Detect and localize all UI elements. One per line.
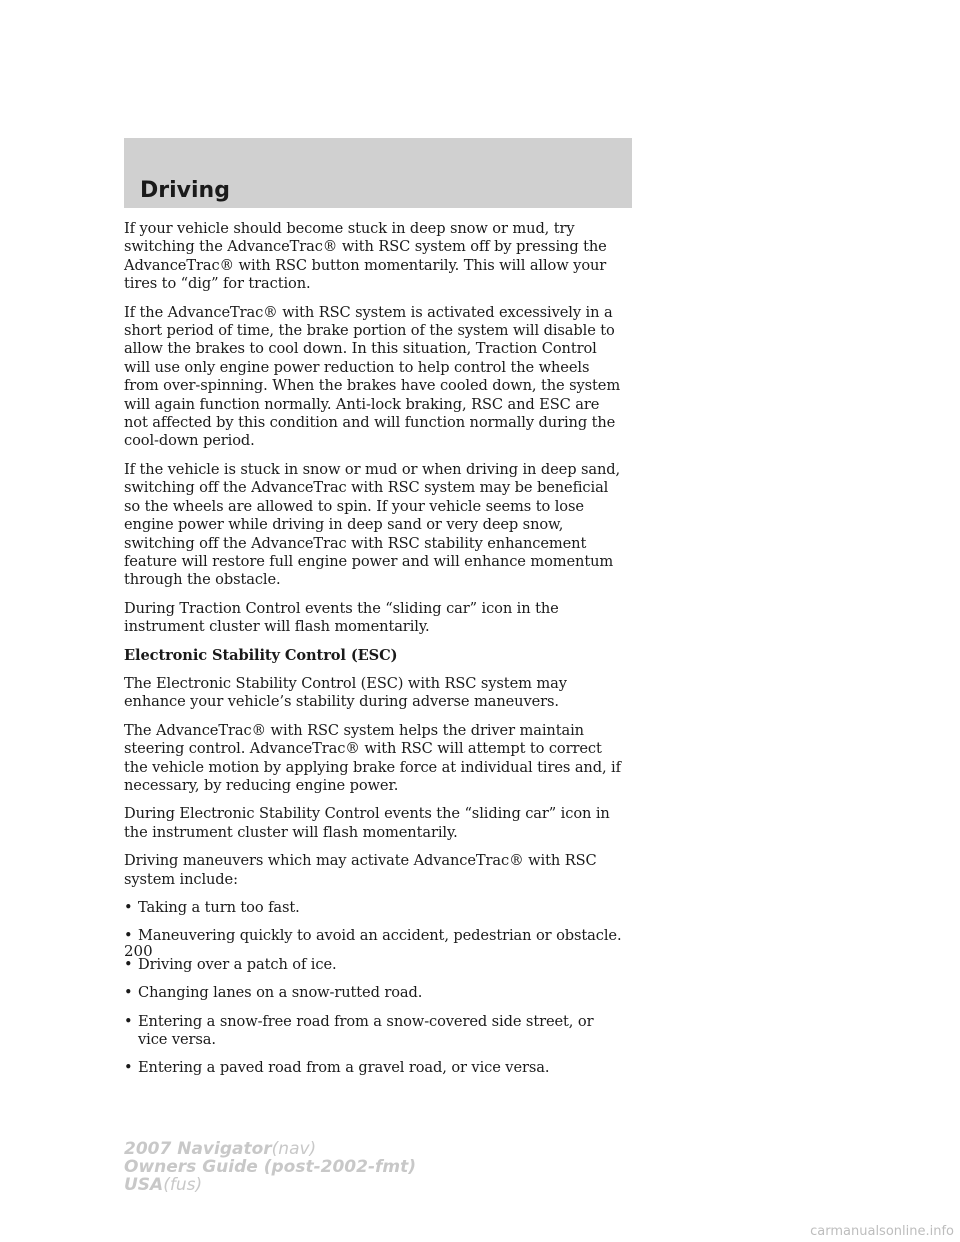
page-number: 200 [124, 942, 153, 960]
paragraph: Driving maneuvers which may activate AdvanceTrac® with RSC system include: [124, 852, 597, 888]
list-item-text: Driving over a patch of ice. [138, 955, 337, 973]
bullet-icon: • [124, 899, 133, 916]
list-item-text: Entering a snow-free road from a snow-covered side street, or vice versa. [138, 1012, 594, 1049]
bullet-icon: • [124, 927, 133, 945]
footer-line-model [124, 1140, 416, 1158]
paragraph: The AdvanceTrac® with RSC system helps the driver maintain steering control. AdvanceTrac® with RSC will attempt to correct the vehicle motion by applying brake force at individual tires and, if necessary, by reducing engine power. [124, 721, 621, 794]
esc-heading: Electronic Stability Control (ESC) [124, 646, 398, 664]
paragraph: If the vehicle is stuck in snow or mud or when driving in deep sand, switching off the AdvanceTrac with RSC system may be beneficial so the wheels are allowed to spin. If your vehicle seems to lose engine power while driving in deep sand or very deep snow, switching off the AdvanceTrac with RSC stability enhancement feature will restore full engine power and will enhance momentum through the obstacle. [124, 460, 621, 589]
footer-model: 2007 Navigator [124, 1139, 272, 1159]
page-body [124, 220, 624, 1088]
list-item [124, 1013, 624, 1050]
list-item [124, 1059, 624, 1077]
document-footer [124, 1140, 416, 1194]
paragraph: If the AdvanceTrac® with RSC system is activated excessively in a short period of time, the brake portion of the system will disable to allow the brakes to cool down. In this situation, Traction Control will use only engine power reduction to help control the wheels from over-spinning. When the brakes have cooled down, the system will again function normally. Anti-lock braking, RSC and ESC are not affected by this condition and will function normally during the cool-down period. [124, 303, 621, 450]
paragraph: During Traction Control events the “sliding car” icon in the instrument cluster will flash momentarily. [124, 599, 559, 636]
watermark: carmanualsonline.info [810, 1224, 954, 1239]
bullet-icon: • [124, 955, 133, 973]
list-item-text: Entering a paved road from a gravel road, or vice versa. [138, 1059, 550, 1077]
paragraph: If your vehicle should become stuck in deep snow or mud, try switching the AdvanceTrac® with RSC system off by pressing the AdvanceTrac® with RSC button momentarily. This will allow your tires to “dig” for traction. [124, 220, 607, 293]
maneuver-list [124, 899, 624, 1078]
list-item-text: Maneuvering quickly to avoid an accident, pedestrian or obstacle. [138, 927, 622, 945]
paragraph: During Electronic Stability Control events the “sliding car” icon in the instrument cluster will flash momentarily. [124, 805, 610, 841]
footer-guide: Owners Guide (post-2002-fmt) [124, 1157, 417, 1177]
bullet-icon: • [124, 1012, 133, 1030]
bullet-icon: • [124, 984, 133, 1002]
list-item-text: Taking a turn too fast. [138, 899, 300, 916]
footer-market-code: (fus) [163, 1175, 203, 1195]
list-item [124, 927, 624, 945]
paragraph: The Electronic Stability Control (ESC) with RSC system may enhance your vehicle’s stability during adverse maneuvers. [124, 674, 567, 711]
section-title: Driving [140, 178, 230, 203]
footer-line-market [124, 1176, 416, 1194]
footer-line-guide [124, 1158, 416, 1176]
footer-market: USA [124, 1175, 164, 1195]
list-item [124, 899, 624, 917]
bullet-icon: • [124, 1059, 133, 1077]
list-item [124, 956, 624, 974]
list-item [124, 984, 624, 1002]
footer-model-code: (nav) [271, 1139, 317, 1159]
list-item-text: Changing lanes on a snow-rutted road. [138, 984, 423, 1002]
